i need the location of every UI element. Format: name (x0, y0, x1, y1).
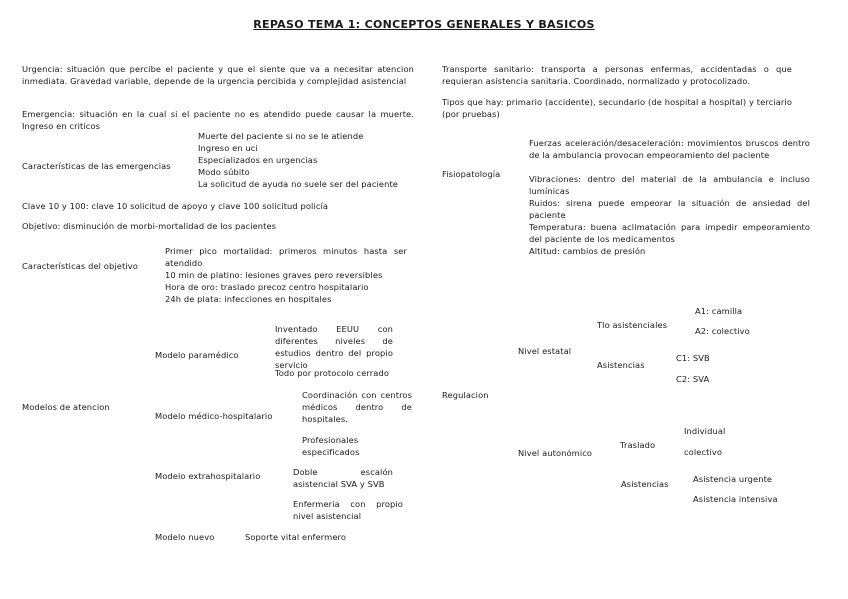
traslado-item: colectivo (684, 447, 723, 457)
objetivo-item: Primer pico mortalidad: primeros minutos hasta ser atendido (165, 246, 407, 268)
fisiopatologia-item: Ruidos: sirena puede empeorar la situación de ansiedad del paciente (529, 198, 810, 220)
traslado-label: Traslado (620, 440, 656, 450)
nivel-estatal-label: Nivel estatal (518, 346, 572, 356)
list-item: La solicitud de ayuda no suele ser del paciente (198, 179, 399, 189)
modelo-extra-item: Doble escalón asistencial SVA y SVB (293, 467, 393, 489)
caracteristicas-emergencias-list (198, 130, 398, 190)
asistencias-estatal-item: C2: SVA (676, 374, 710, 384)
clave-text: Clave 10 y 100: clave 10 solicitud de apoyo y clave 100 solicitud policía (22, 201, 329, 211)
modelo-medico-item: Coordinación con centros médicos dentro de hospitales. (302, 390, 412, 424)
list-item: Modo súbito (198, 167, 250, 177)
objetivo-item: 10 min de platino: lesiones graves pero reversibles (165, 270, 383, 280)
transporte-term: Transporte sanitario (442, 64, 532, 74)
emergencia-text: : situación en la cual si el paciente no es atendido puede causar la muerte. Ingreso en criticos (22, 109, 414, 131)
objetivo-item: Hora de oro: traslado precoz centro hospitalario (165, 282, 369, 292)
tipos-text: Tipos que hay: primario (accidente), secundario (de hospital a hospital) y terciario (por pruebas) (442, 97, 792, 119)
modelo-paramedico-label: Modelo paramédico (155, 350, 239, 360)
objetivo-text: Objetivo: disminución de morbi-mortalidad de los pacientes (22, 221, 277, 231)
fisiopatologia-item: Altitud: cambios de presión (529, 246, 646, 256)
emergencia-term: Emergencia (22, 109, 73, 119)
urgencia-definition (22, 63, 414, 87)
page-title: REPASO TEMA 1: CONCEPTOS GENERALES Y BASICOS (253, 18, 595, 31)
modelo-nuevo-item: Soporte vital enfermero (245, 532, 347, 542)
list-item: Especializados en urgencias (198, 155, 318, 165)
modelo-medico-item: Profesionales especificados (302, 435, 360, 457)
modelos-label: Modelos de atencion (22, 402, 110, 412)
asistencias-autonomico-item: Asistencia urgente (693, 474, 773, 484)
nivel-autonomico-label: Nivel autonómico (518, 448, 593, 458)
tio-item: A1: camilla (695, 306, 743, 316)
tio-item: A2: colectivo (695, 326, 750, 336)
modelo-paramedico-item: Inventado EEUU con diferentes niveles de estudios dentro del propio servicio (275, 324, 393, 370)
emergencia-definition (22, 108, 414, 132)
traslado-item: Individual (684, 426, 726, 436)
asistencias-autonomico-label: Asistencias (621, 479, 669, 489)
tio-asistenciales-label: Tlo asistenciales (597, 320, 668, 330)
asistencias-autonomico-item: Asistencia intensiva (693, 494, 778, 504)
transporte-definition (442, 63, 792, 87)
regulacion-label: Regulacion (442, 390, 489, 400)
objetivo-item: 24h de plata: infecciones en hospitales (165, 294, 332, 304)
modelo-medico-hospitalario-label: Modelo médico-hospitalario (155, 411, 273, 421)
modelo-extrahospitalario-label: Modelo extrahospitalario (155, 471, 261, 481)
list-item: Muerte del paciente si no se le atiende (198, 131, 364, 141)
fisiopatologia-item: Vibraciones: dentro del material de la ambulancia e incluso lumínicas (529, 174, 810, 196)
list-item: Ingreso en uci (198, 143, 258, 153)
modelo-paramedico-item: Todo por protocolo cerrado (275, 368, 390, 378)
asistencias-estatal-item: C1: SVB (676, 353, 710, 363)
caracteristicas-objetivo-label: Características del objetivo (22, 261, 138, 271)
fisiopatologia-item: Fuerzas aceleración/desaceleración: movimientos bruscos dentro de la ambulancia provocan empeoramiento del paciente (529, 138, 810, 160)
modelo-nuevo-label: Modelo nuevo (155, 532, 215, 542)
urgencia-term: Urgencia (22, 64, 60, 74)
fisiopatologia-item: Temperatura: buena aclimatación para impedir empeoramiento del paciente de los medicamentos (529, 222, 810, 244)
asistencias-estatal-label: Asistencias (597, 360, 645, 370)
transporte-text: : transporta a personas enfermas, accidentadas o que requieran asistencia sanitaria. Coordinado, normalizado y protocolizado. (442, 64, 792, 86)
caracteristicas-emergencias-label: Características de las emergencias (22, 161, 171, 171)
modelo-extra-item: Enfermeria con propio nivel asistencial (293, 499, 403, 521)
urgencia-text: : situación que percibe el paciente y que el siente que va a necesitar atencion inmediata. Gravedad variable, depende de la urgencia percibida y complejidad asistencial (22, 64, 414, 86)
fisiopatologia-label: Fisiopatología (442, 169, 501, 179)
